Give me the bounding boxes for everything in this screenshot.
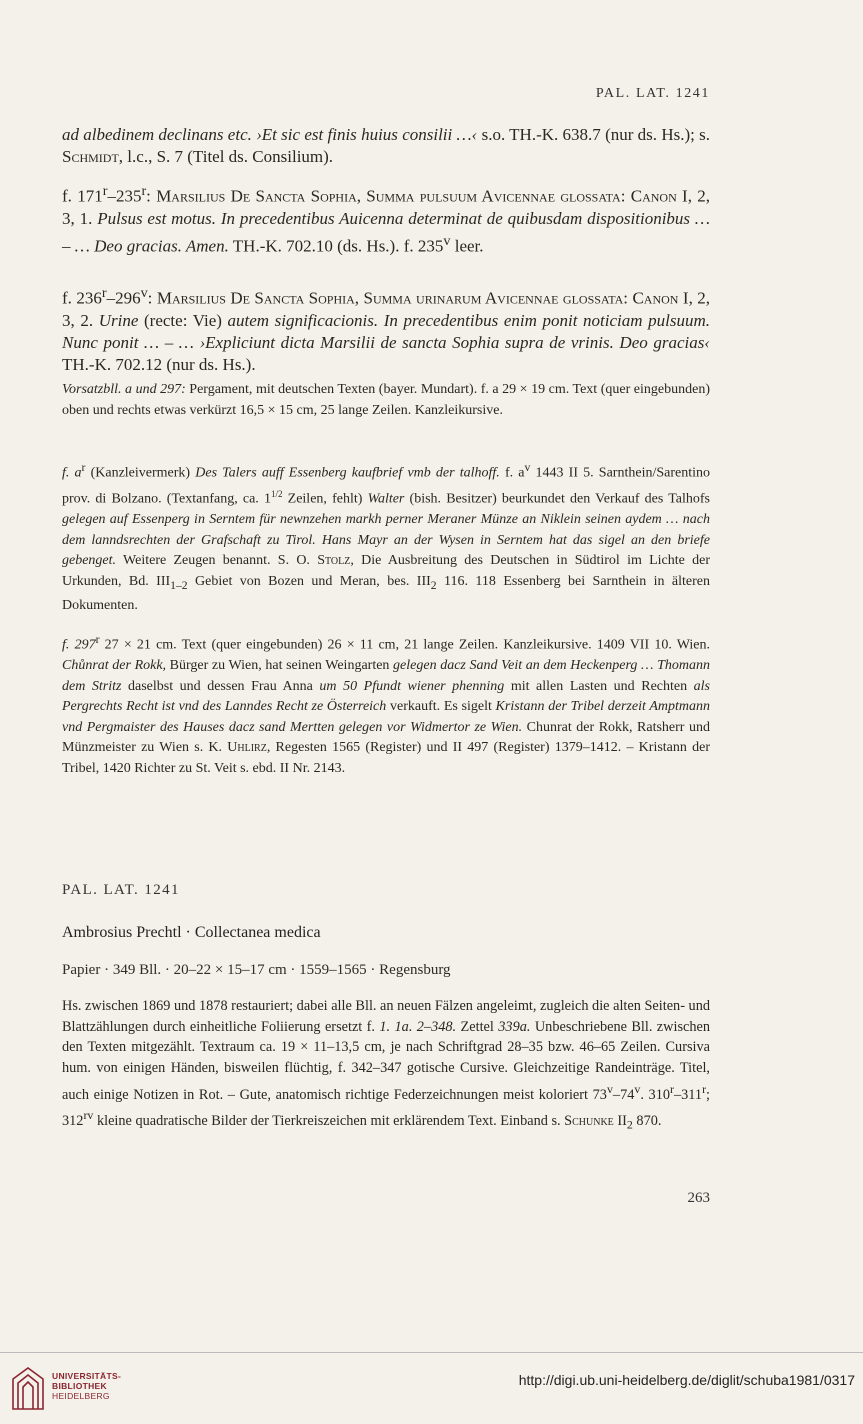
paragraph-consilium-note: ad albedinem declinans etc. ›Et sic est finis huius consilii …‹ s.o. TH.-K. 638.7 (nur ds. Hs.); s. Schmidt, l.c., S. 7 (Titel ds. Consilium). — [62, 125, 710, 166]
paragraph-summa-urinarum: f. 236$^r$–296$^v$: Marsilius De Sancta Sophia, Summa urinarum Avicennae glossata: Canon I, 2, 3, 2. Urine (recte: Vie) autem significacionis. In precedentibus enim ponit noticiam pulsuum. Nunc ponit … – … ›Expliciunt dicta Marsilii de sancta Sophia supra de vrinis. Deo gracias‹ TH.-K. 702.12 (nur ds. Hs.). — [62, 285, 711, 374]
paragraph-description: Hs. zwischen 1869 und 1878 restauriert; dabei alle Bll. an neuen Fälzen angeleimt, zugleich die alten Seiten- und Blattzählungen durch einheitliche Foliierung ersetzt f. 1. 1a. 2–348. Zettel 339a. Unbeschriebene Bll. zwischen den Texten mitgezählt. Textraum ca. 19 × 11–13,5 cm, je nach Schriftgrad 28–35 bzw. 46–65 Zeilen. Cursiva hum. von einigen Händen, bisweilen flüchtig, f. 342–347 gotische Cursive. Gleichzeitige Randeinträge. Titel, auch einige Notizen in Rot. – Gute, anatomisch richtige Federzeichnungen meist koloriert 73$^v$–74$^v$. 310$^r$–311$^r$; $312^{rv}$ kleine quadratische Bilder der Tierkreiszeichen mit erklärendem Text. Einband s. Schunke $II_2$ 870. — [62, 998, 711, 1132]
footer-divider — [0, 1352, 863, 1353]
running-head: PAL. LAT. 1241 — [595, 86, 710, 101]
logo-line-1: UNIVERSITÄTS- — [52, 1371, 122, 1381]
manuscript-meta: Papier · 349 Bll. · 20–22 × 15–17 cm · 1559–1565 · Regensburg — [62, 962, 451, 978]
logo-line-2: BIBLIOTHEK — [52, 1381, 107, 1391]
section-heading: PAL. LAT. 1241 — [62, 882, 180, 898]
paragraph-fa-recto: f. $a^r$ (Kanzleivermerk) Des Talers auff Essenberg kaufbrief vmb der talhoff. f. $a^v$ 1443 II 5. Sarnthein/Sarentino prov. di Bolzano. (Textanfang, ca. $1^{1/2}$ Zeilen, fehlt) Walter (bish. Besitzer) beurkundet den Verkauf des Talhofs gelegen auf Essenperg in Serntem für newnzehen markh perner Meraner Münze an Niklein seinen aydem … nach dem lanndsrechten der Grafschaft zu Tirol. Hans Mayr an der Wysen in Serntem hat das sigel an den briefe gebenget. Weitere Zeugen benannt. S. O. Stolz, Die Ausbreitung des Deutschen in Südtirol im Lichte der Urkunden, Bd. $III_{1-2}$ Gebiet von Bozen und Meran, bes. $III_2$ 116. 118 Essenberg bei Sarnthein in älteren Dokumenten. — [62, 461, 711, 614]
paragraph-vorsatzbll: Vorsatzbll. a und 297: Pergament, mit deutschen Texten (bayer. Mundart). f. a 29 × 19 cm. Text (quer eingebunden) oben und rechts etwas verkürzt 16,5 × 15 cm, 25 lange Zeilen. Kanzleikursive. — [62, 382, 710, 418]
library-logo[interactable] — [10, 1365, 120, 1415]
paragraph-f297: f. 297$^r$ 27 × 21 cm. Text (quer eingebunden) 26 × 11 cm, 21 lange Zeilen. Kanzleikursive. 1409 VII 10. Wien. Chůnrat der Rokk, Bürger zu Wien, hat seinen Weingarten gelegen dacz Sand Veit an dem Heckenperg … Thomann dem Stritz daselbst und dessen Frau Anna um 50 Pfundt wiener phenning mit allen Lasten und Rechten als Pergrechts Recht ist vnd des Lanndes Recht ze Österreich verkauft. Es sigelt Kristann der Tribel derzeit Amptmann vnd Pergmaister des Hauses dacz sand Mertten gelegen vor Widmertor ze Wien. Chunrat der Rokk, Ratsherr und Münzmeister zu Wien s. K. Uhlirz, Regesten 1565 (Register) und II 497 (Register) 1379–1412. – Kristann der Tribel, 1420 Richter zu St. Veit s. ebd. II Nr. 2143. — [62, 633, 711, 776]
page-number: 263 — [687, 1190, 710, 1206]
library-seal-icon — [10, 1365, 46, 1411]
logo-line-3: HEIDELBERG — [52, 1391, 110, 1401]
permalink-url[interactable]: http://digi.ub.uni-heidelberg.de/diglit/schuba1981/0317 — [518, 1372, 855, 1388]
manuscript-title: Ambrosius Prechtl · Collectanea medica — [62, 924, 321, 941]
paragraph-summa-pulsuum: f. 171$^r$–235$^r$: Marsilius De Sancta Sophia, Summa pulsuum Avicennae glossata: Canon I, 2, 3, 1. Pulsus est motus. In precedentibus Auicenna determinat de quibusdam dispositionibus … – … Deo gracias. Amen. TH.-K. 702.10 (ds. Hs.). f. 235$^v$ leer. — [62, 183, 711, 256]
